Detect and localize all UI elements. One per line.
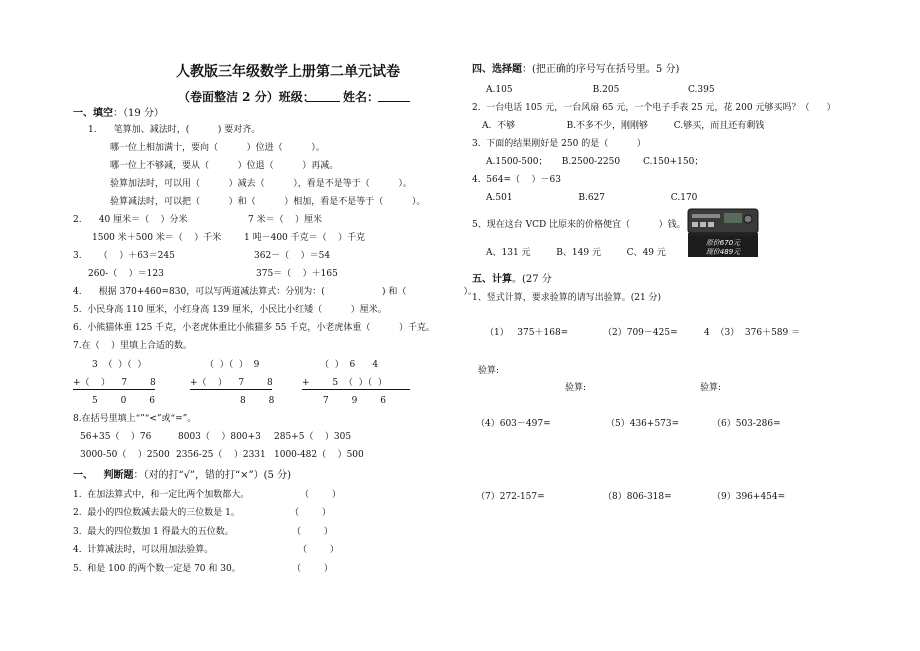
q3-b: 362－（ ）＝54 <box>254 251 331 261</box>
judge-answer[interactable]: （ ） <box>298 545 339 555</box>
q3-c: 260-（ ）＝123 <box>88 269 164 279</box>
calc-subheading: 1、竖式计算，要求验算的请写出验算。(21 分) <box>472 293 662 303</box>
vertical-3-rule <box>302 389 410 390</box>
vcd-player-image <box>686 205 760 257</box>
q1-line: 验算减法时，可以把（ ）和（ ）相加，看是不是等于（ ）。 <box>110 197 426 207</box>
judge-item: 5. 和是 100 的两个数一定是 70 和 30。 <box>73 564 241 574</box>
calc-item: （8）806-318= <box>603 492 672 502</box>
judge-answer[interactable]: （ ） <box>300 490 341 500</box>
q8: 8.在括号里填上“”“<”或“=”。 <box>73 414 197 424</box>
q5: 5. 小民身高 110 厘米，小红身高 139 厘米，小民比小红矮（ ）厘米。 <box>73 305 387 315</box>
class-blank[interactable] <box>306 101 340 102</box>
q8-item: 285+5（ ）305 <box>274 432 352 442</box>
choice-line: A.105 B.205 C.395 <box>486 85 715 95</box>
calc-item: （6）503-286= <box>712 419 781 429</box>
choice-line: A.1500-500； B.2500-2250 C.150+150； <box>486 157 704 167</box>
vcd-new-price: 现价489元 <box>705 248 741 256</box>
choice-line: 2. 一台电话 105 元，一台风扇 65 元，一个电子手表 25 元，花 200 元够买吗？（ ） <box>472 103 836 113</box>
section-choice-heading: 四、选择题：(把正确的序号写在括号里。5 分) <box>472 64 680 75</box>
check-label: 验算: <box>700 383 722 393</box>
section-calc-heading: 五、计算。(27 分 <box>472 274 552 285</box>
q2-d: 1 吨－400 千克＝（ ）千克 <box>244 233 366 243</box>
section-judge-heading: 一、 判断题：（对的打“√”，错的打“×”）(5 分) <box>73 470 291 481</box>
choice-line: 3. 下面的结果刚好是 250 的是（ ） <box>472 139 646 149</box>
calc-item: （2）709－425= <box>603 328 678 338</box>
vertical-2-rule <box>190 389 272 390</box>
judge-item: 3. 最大的四位数加 1 得最大的五位数。 <box>73 527 234 537</box>
vertical-3-sum: 7 9 6 <box>323 396 386 406</box>
vertical-3-top: （ ） 6 4 <box>320 360 379 370</box>
q8-item: 2356-25（ ）2331 <box>176 450 266 460</box>
calc-item: （7）272-157= <box>476 492 545 502</box>
q8-item: 1000-482（ ）500 <box>274 450 364 460</box>
vertical-2-mid: +（ ） 7 8 <box>190 378 273 388</box>
q1-line: 哪一位上相加满十，要向（ ）位进（ ）。 <box>110 143 325 153</box>
q1-line: 验算加法时，可以用（ ）减去（ ），看是不是等于（ ）。 <box>110 179 412 189</box>
q1-line: 1. 笔算加、减法时，( ) 要对齐。 <box>88 125 261 135</box>
q2-a: 2. 40 厘米＝（ ）分米 <box>73 215 188 225</box>
vertical-1-sum: 5 0 6 <box>92 396 155 406</box>
judge-answer[interactable]: （ ） <box>290 508 331 518</box>
vertical-1-rule <box>73 389 155 390</box>
q2-c: 1500 米＋500 米＝（ ）千米 <box>92 233 222 243</box>
check-label: 验算: <box>565 383 587 393</box>
vertical-2-top: （ ）（ ） 9 <box>205 360 260 370</box>
name-blank[interactable] <box>378 101 410 102</box>
judge-answer[interactable]: （ ） <box>292 527 333 537</box>
subtitle-name: 姓名： <box>343 90 380 104</box>
calc-item: （1） 375＋168= <box>485 328 569 338</box>
q6: 6. 小熊猫体重 125 千克，小老虎体重比小熊猫多 55 千克，小老虎体重（ ）千克。 <box>73 323 435 333</box>
judge-item: 1. 在加法算式中，和一定比两个加数都大。 <box>73 490 250 500</box>
q1-line: 哪一位上不够减，要从（ ）位退（ ）再减。 <box>110 161 339 171</box>
q8-item: 56+35（ ）76 <box>80 432 152 442</box>
choice-line: A.501 B.627 C.170 <box>486 193 698 203</box>
vertical-1-mid: +（ ） 7 8 <box>73 378 156 388</box>
choice-line: 5、现在这台 VCD 比原来的价格便宜（ ）钱。 <box>472 220 686 230</box>
judge-item: 2. 最小的四位数减去最大的三位数是 1。 <box>73 508 240 518</box>
choice-line: A、131 元 B、149 元 C、49 元 <box>486 248 666 258</box>
q8-item: 3000-50（ ）2500 <box>80 450 170 460</box>
vertical-1-top: 3 （ ）（ ） <box>92 360 147 370</box>
calc-item: （5）436+573= <box>606 419 680 429</box>
vertical-2-sum: 8 8 <box>240 396 275 406</box>
judge-answer[interactable]: （ ） <box>292 564 333 574</box>
choice-line: 4. 564=（ ）－63 <box>472 175 561 185</box>
judge-item: 4. 计算减法时，可以用加法验算。 <box>73 545 214 555</box>
calc-item: 4 （3） 376＋589 ＝ <box>704 328 801 338</box>
calc-item: （4）603－497= <box>476 419 551 429</box>
section-fill-heading: 一、填空：（19 分） <box>73 108 164 119</box>
q2-b: 7 米＝（ ）厘米 <box>248 215 323 225</box>
q3-d: 375＝（ ）＋165 <box>256 269 338 279</box>
q4: 4. 根据 370+460=830，可以写两道减法算式：分别为：( ) 和（ ）。 <box>73 287 478 297</box>
vcd-old-price: 原价670元 <box>705 239 741 247</box>
calc-item: （9）396+454= <box>712 492 786 502</box>
subtitle-class: （卷面整洁 2 分）班级： <box>178 90 315 104</box>
choice-line: A. 不够 B.不多不少，刚刚够 C.够买，而且还有剩钱 <box>482 121 765 131</box>
check-label: 验算: <box>478 366 500 376</box>
q8-item: 8003（ ）800+3 <box>178 432 261 442</box>
vertical-3-mid: + 5 （ ）（ ） <box>302 378 387 388</box>
page-title: 人教版三年级数学上册第二单元试卷 <box>176 64 400 80</box>
q3-a: 3. （ ）＋63＝245 <box>73 251 175 261</box>
q7: 7.在（ ）里填上合适的数。 <box>73 341 193 351</box>
